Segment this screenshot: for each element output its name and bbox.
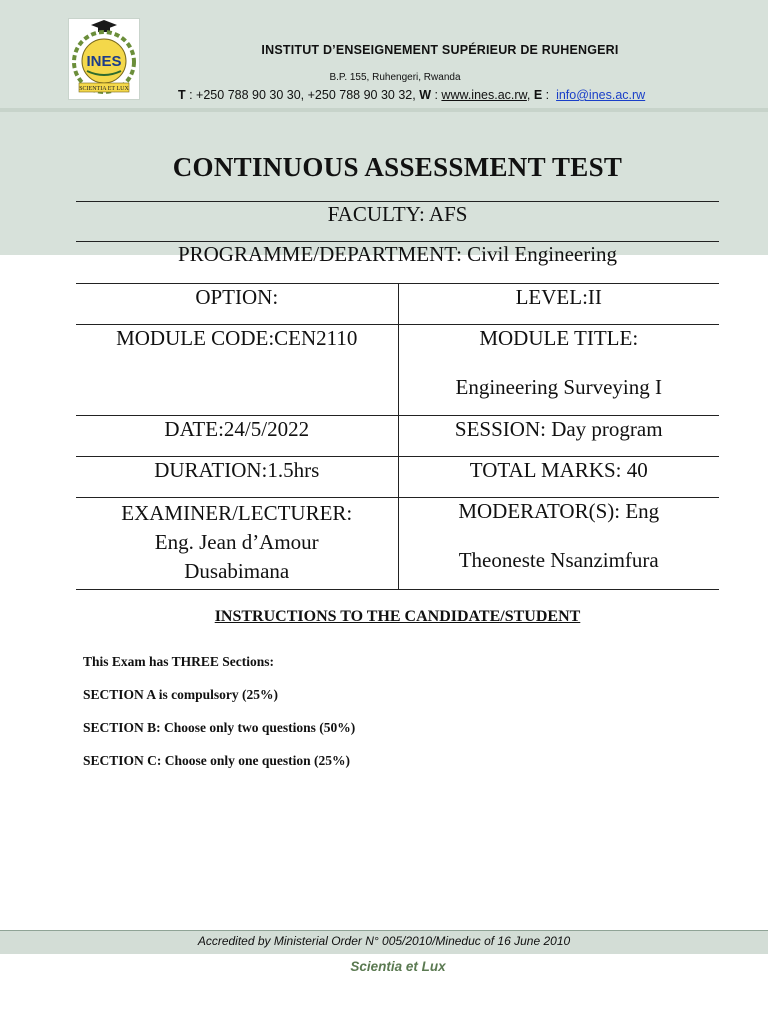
email-link[interactable]: info@ines.ac.rw (556, 88, 646, 102)
exam-date: DATE:24/5/2022 (164, 417, 310, 441)
svg-text:INES: INES (86, 53, 122, 70)
session-cell (398, 416, 719, 457)
test-title: CONTINUOUS ASSESSMENT TEST (172, 152, 623, 182)
faculty (76, 202, 719, 227)
exam-info-table (76, 283, 719, 590)
contact-line: T : +250 788 90 30 30, +250 788 90 30 32, W : www.ines.ac.rw, E : info@ines.ac.rw (178, 88, 646, 102)
svg-text:SCIENTIA ET LUX: SCIENTIA ET LUX (79, 86, 129, 92)
moderator-cell (398, 498, 719, 590)
duration: DURATION:1.5hrs (154, 458, 320, 482)
module-code-cell (76, 325, 398, 416)
email-label: E (533, 88, 543, 102)
institution-name: INSTITUT D’ENSEIGNEMENT SUPÉRIEUR DE RUHENGERI (261, 43, 619, 57)
examiner-label: EXAMINER/LECTURER: (121, 501, 353, 525)
option-cell (76, 284, 398, 325)
instruction-line: This Exam has THREE Sections: (83, 654, 275, 669)
ines-logo (68, 18, 140, 100)
date-cell (76, 416, 398, 457)
header-divider (0, 108, 768, 112)
moderator-name: Theoneste Nsanzimfura (458, 548, 659, 572)
duration-cell (76, 457, 398, 498)
instructions-heading: INSTRUCTIONS TO THE CANDIDATE/STUDENT (214, 608, 581, 625)
footer-motto: Scientia et Lux (350, 959, 446, 974)
instruction-line: SECTION B: Choose only two questions (50%) (83, 720, 356, 735)
accreditation-text: Accredited by Ministerial Order N° 005/2010/Mineduc of 16 June 2010 (197, 934, 571, 948)
phone-label: T (178, 88, 186, 102)
module-title-label: MODULE TITLE: (479, 326, 639, 350)
level-cell (398, 284, 719, 325)
total-marks: TOTAL MARKS: 40 (469, 458, 648, 482)
institution-address: B.P. 155, Ruhengeri, Rwanda (329, 72, 461, 83)
web-label: W (419, 88, 431, 102)
instruction-line: SECTION C: Choose only one question (25%) (83, 753, 351, 768)
module-title-cell (398, 325, 719, 416)
moderator-label: MODERATOR(S): Eng (458, 499, 660, 523)
examiner-name-line2: Dusabimana (184, 559, 290, 583)
total-marks-cell (398, 457, 719, 498)
examiner-name-line1: Eng. Jean d’Amour (154, 530, 319, 554)
phone-numbers: : +250 788 90 30 30, +250 788 90 30 32, (185, 88, 420, 102)
faculty-text: FACULTY: AFS (327, 202, 468, 226)
session: SESSION: Day program (454, 417, 663, 441)
module-title: Engineering Surveying I (455, 375, 662, 399)
instruction-line: SECTION A is compulsory (25%) (83, 687, 279, 702)
website-link[interactable]: www.ines.ac.rw (441, 88, 527, 102)
level: LEVEL:II (515, 285, 602, 309)
option: OPTION: (195, 285, 279, 309)
programme: PROGRAMME/DEPARTMENT: Civil Engineering (177, 242, 618, 266)
module-code: MODULE CODE:CEN2110 (116, 326, 358, 350)
examiner-cell (76, 498, 398, 590)
